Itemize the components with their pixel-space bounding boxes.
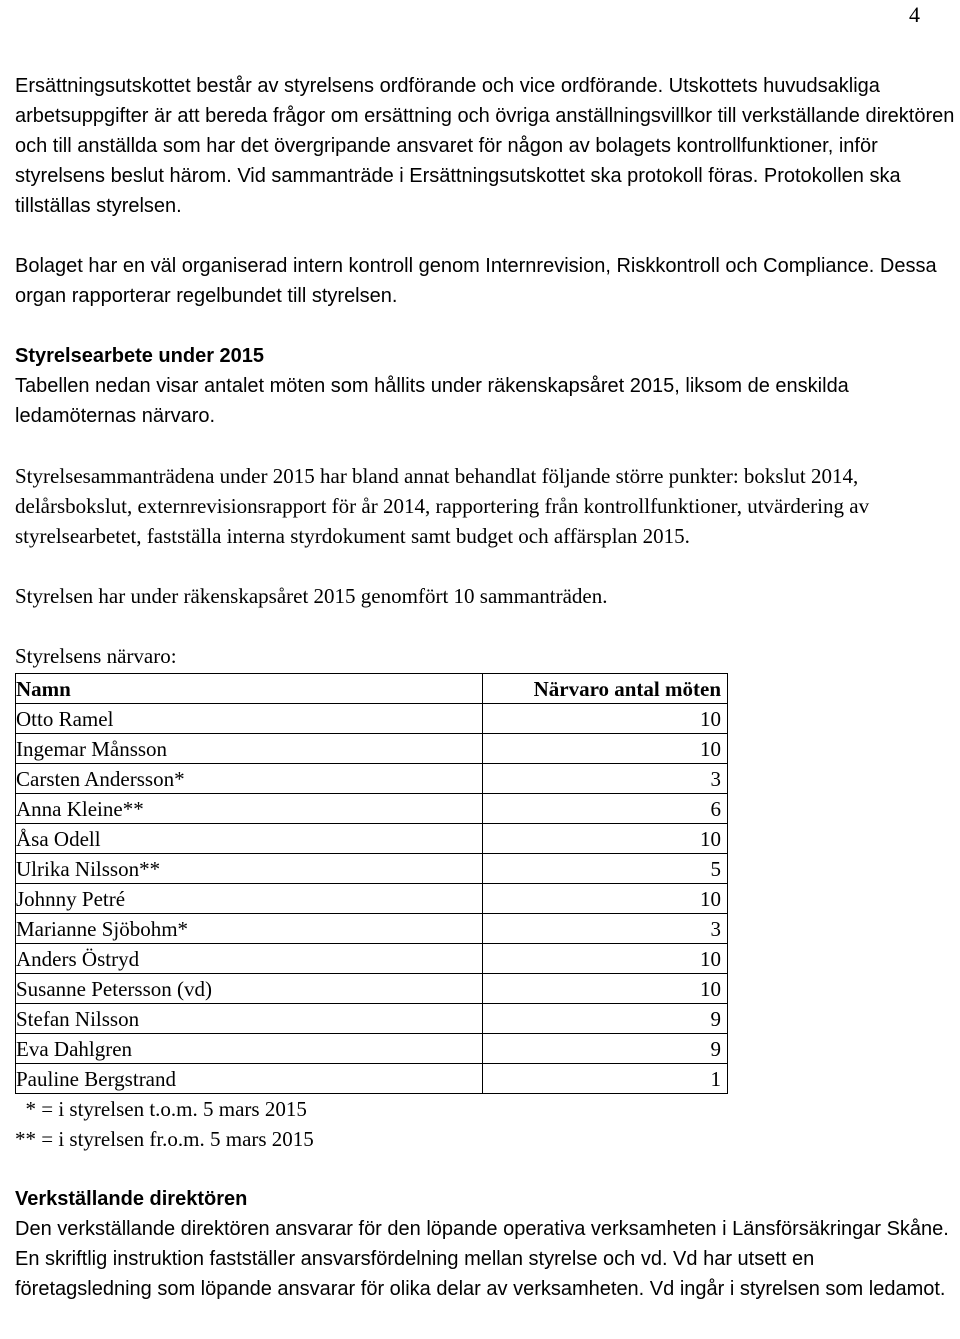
column-header-attendance: Närvaro antal möten (483, 674, 728, 704)
member-name: Anders Östryd (16, 944, 483, 974)
member-name: Åsa Odell (16, 824, 483, 854)
paragraph-remuneration-committee: Ersättningsutskottet består av styrelsens ordförande och vice ordförande. Utskottets huvudsakliga arbetsuppgifter är att bereda frågor om ersättning och övriga anställningsvillkor till verkställande direktören och till anställda som har det övergripande ansvaret för någon av bolagets kontrollfunktioner, inför styrelsens beslut härom. Vid sammanträde i Ersättningsutskottet ska protokoll föras. Protokollen ska tillställas styrelsen. (15, 75, 955, 217)
member-name: Otto Ramel (16, 704, 483, 734)
table-row (16, 764, 728, 794)
paragraph-internal-control: Bolaget har en väl organiserad intern kontroll genom Internrevision, Riskkontroll och Compliance. Dessa organ rapporterar regelbundet till styrelsen. (15, 255, 937, 307)
table-row (16, 974, 728, 1004)
attendance-count: 9 (483, 1034, 728, 1064)
member-name: Ulrika Nilsson** (16, 854, 483, 884)
table-caption: Styrelsens närvaro: (15, 644, 177, 668)
attendance-count: 9 (483, 1004, 728, 1034)
attendance-table (15, 673, 728, 1094)
document-body (15, 71, 955, 1304)
table-row (16, 1064, 728, 1094)
table-row (16, 704, 728, 734)
member-name: Ingemar Månsson (16, 734, 483, 764)
attendance-count: 3 (483, 764, 728, 794)
heading-ceo: Verkställande direktören (15, 1188, 248, 1210)
attendance-count: 10 (483, 734, 728, 764)
column-header-name: Namn (16, 674, 483, 704)
member-name: Eva Dahlgren (16, 1034, 483, 1064)
member-name: Pauline Bergstrand (16, 1064, 483, 1094)
attendance-count: 3 (483, 914, 728, 944)
table-row (16, 944, 728, 974)
paragraph-board-meetings: Styrelsesammanträdena under 2015 har bland annat behandlat följande större punkter: bokslut 2014, delårsbokslut, externrevisionsrapport för år 2014, rapportering från kontrollfunktioner, utvärdering av styrelsearbetet, fastställa interna styrdokument samt budget och affärsplan 2015. (15, 464, 870, 548)
attendance-count: 10 (483, 944, 728, 974)
member-name: Marianne Sjöbohm* (16, 914, 483, 944)
attendance-count: 10 (483, 974, 728, 1004)
member-name: Johnny Petré (16, 884, 483, 914)
member-name: Anna Kleine** (16, 794, 483, 824)
member-name: Stefan Nilsson (16, 1004, 483, 1034)
heading-board-work: Styrelsearbete under 2015 (15, 345, 265, 367)
footnote-from-march: ** = i styrelsen fr.o.m. 5 mars 2015 (15, 1127, 314, 1151)
attendance-count: 5 (483, 854, 728, 884)
attendance-count: 10 (483, 884, 728, 914)
member-name: Carsten Andersson* (16, 764, 483, 794)
table-row (16, 914, 728, 944)
table-row (16, 734, 728, 764)
footnote-until-march: * = i styrelsen t.o.m. 5 mars 2015 (15, 1097, 307, 1121)
attendance-count: 1 (483, 1064, 728, 1094)
table-row (16, 1004, 728, 1034)
table-row (16, 824, 728, 854)
member-name: Susanne Petersson (vd) (16, 974, 483, 1004)
paragraph-table-intro: Tabellen nedan visar antalet möten som hållits under räkenskapsåret 2015, liksom de enskilda ledamöternas närvaro. (15, 375, 849, 427)
paragraph-ceo: Den verkställande direktören ansvarar för den löpande operativa verksamheten i Länsförsäkringar Skåne. En skriftlig instruktion fastställer ansvarsfördelning mellan styrelse och vd. Vd har utsett en företagsledning som löpande ansvarar för olika delar av verksamheten. Vd ingår i styrelsen som ledamot. (15, 1218, 949, 1300)
paragraph-meeting-count: Styrelsen har under räkenskapsåret 2015 genomfört 10 sammanträden. (15, 584, 608, 608)
table-row (16, 794, 728, 824)
table-row (16, 884, 728, 914)
page-number: 4 (909, 2, 920, 27)
attendance-count: 6 (483, 794, 728, 824)
attendance-count: 10 (483, 704, 728, 734)
table-header-row (16, 674, 728, 704)
attendance-count: 10 (483, 824, 728, 854)
table-row (16, 854, 728, 884)
table-row (16, 1034, 728, 1064)
